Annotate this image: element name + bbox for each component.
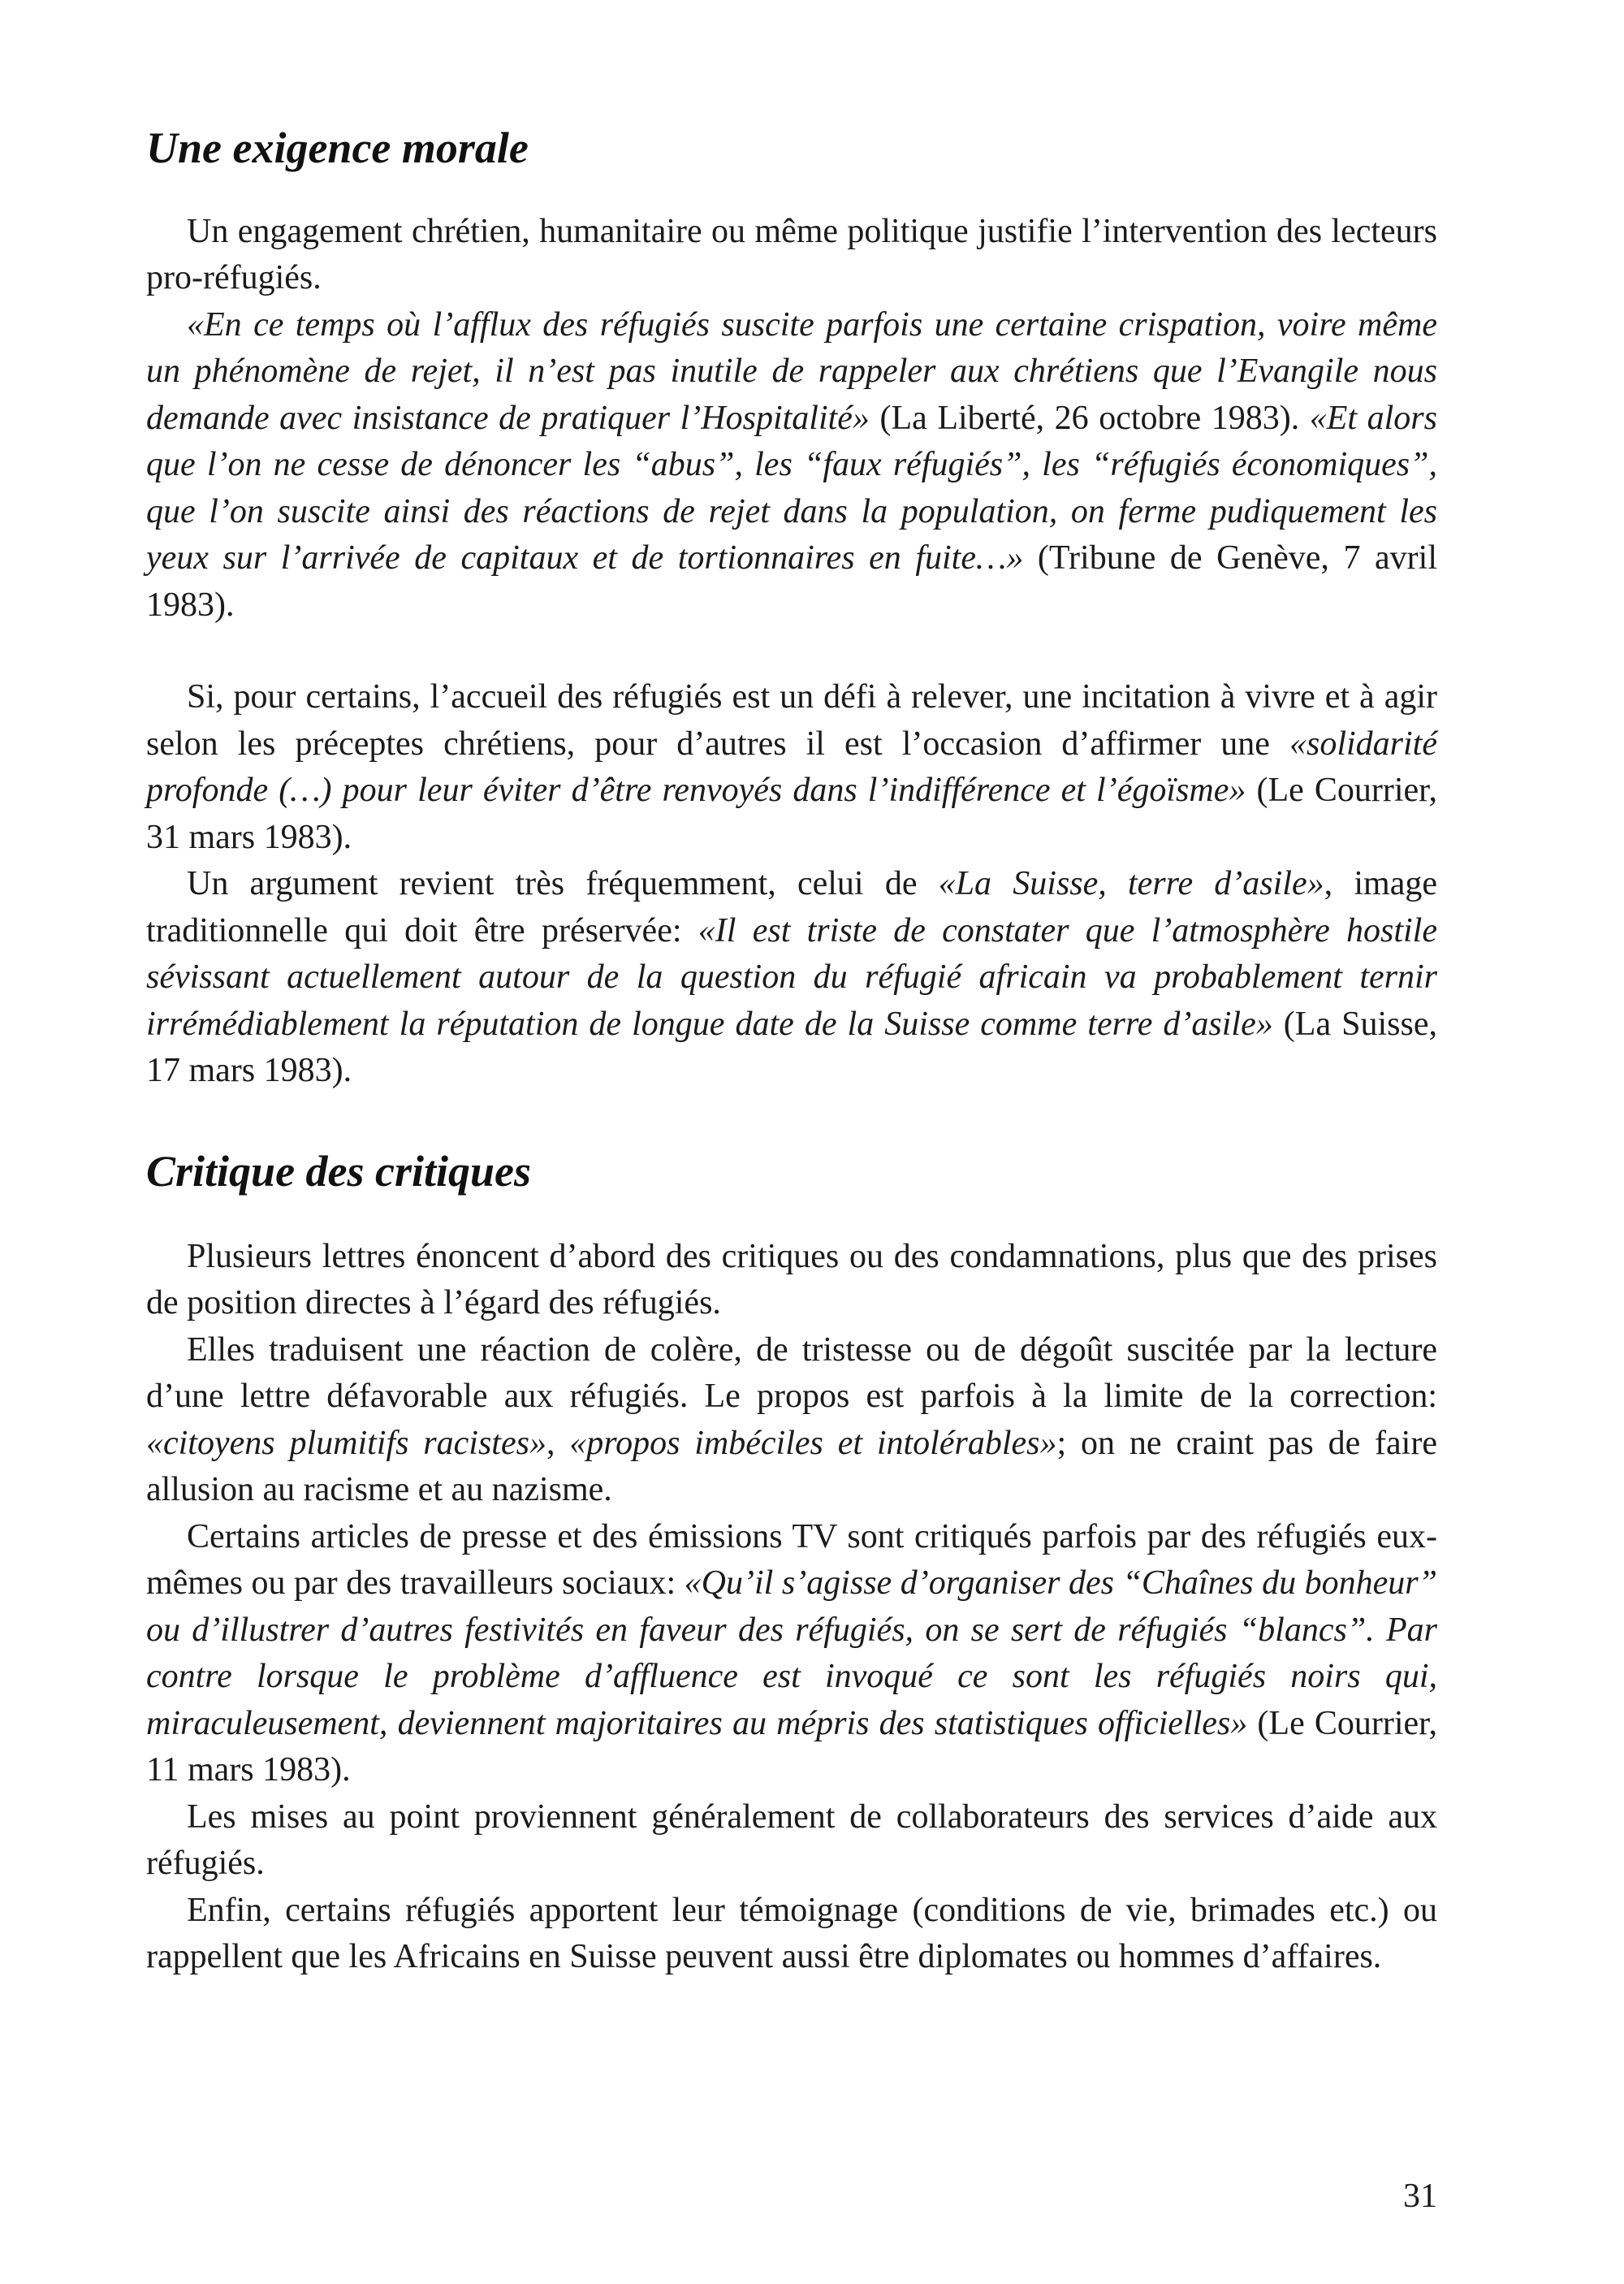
citation: (La Liberté, 26 octobre 1983). <box>869 399 1310 437</box>
paragraph <box>146 1234 1437 1327</box>
paragraph-text: , image traditionnelle qui doit être préservée: <box>146 865 1437 950</box>
paragraph-gap <box>146 629 1437 674</box>
paragraph <box>146 1327 1437 1514</box>
citation: (Tribune de Genève, 7 avril 1983). <box>146 539 1437 624</box>
paragraph-text: Plusieurs lettres énoncent d’abord des critiques ou des condamnations, plus que des prises de position directes à l’égard des réfugiés. <box>146 1237 1437 1322</box>
paragraph-text: , <box>546 1424 570 1462</box>
paragraph-text: Certains articles de presse et des émissions TV sont critiqués parfois par des réfugiés eux-mêmes ou par des travailleurs sociaux: <box>146 1517 1437 1603</box>
paragraph <box>146 674 1437 861</box>
paragraph <box>146 302 1437 629</box>
paragraph-text: Elles traduisent une réaction de colère, de tristesse ou de dégoût suscitée par la lecture d’une lettre défavorable aux réfugiés. Le propos est parfois à la limite de la correction: <box>146 1330 1437 1416</box>
page-body <box>146 122 1437 1981</box>
quote: «Qu’il s’agisse d’organiser des “Chaînes du bonheur” ou d’illustrer d’autres festivités en faveur des réfugiés, on se sert de réfugiés “blancs”. Par contre lorsque le problème d’affluence est invoqué ce sont les réfugiés noirs qui, miraculeusement, deviennent majoritaires au mépris des statistiques officielles» <box>146 1564 1437 1742</box>
quote: «Il est triste de constater que l’atmosphère hostile sévissant actuellement autour de la question du réfugié africain va probablement ternir irrémédiablement la réputation de longue date de la Suisse comme terre d’asile» <box>146 911 1437 1043</box>
paragraph-text: ; on ne craint pas de faire allusion au racisme et au nazisme. <box>146 1424 1437 1509</box>
citation: (Le Courrier, 11 mars 1983). <box>146 1704 1437 1789</box>
paragraph <box>146 1888 1437 1981</box>
paragraph-text: Un engagement chrétien, humanitaire ou même politique justifie l’intervention des lecteurs pro-réfugiés. <box>146 212 1437 297</box>
quote: «propos imbéciles et intolérables» <box>569 1424 1057 1462</box>
citation: (La Suisse, 17 mars 1983). <box>146 1005 1437 1090</box>
paragraph <box>146 209 1437 302</box>
citation: (Le Courrier, 31 mars 1983). <box>146 772 1437 856</box>
paragraph-text: Les mises au point proviennent généralement de collaborateurs des services d’aide aux réfugiés. <box>146 1797 1437 1883</box>
section-heading-critique-des-critiques: Critique des critiques <box>146 1146 532 1196</box>
quote: «Et alors que l’on ne cesse de dénoncer les “abus”, les “faux réfugiés”, les “réfugiés économiques”, que l’on suscite ainsi des réactions de rejet dans la population, on ferme pudiquement les yeux sur l’arrivée de capitaux et de tortionnaires en fuite…» <box>146 399 1437 577</box>
quote: «citoyens plumitifs racistes» <box>146 1424 546 1462</box>
paragraph-text: Enfin, certains réfugiés apportent leur témoignage (conditions de vie, brimades etc.) ou rappellent que les Africains en Suisse peuvent aussi être diplomates ou hommes d’affaires. <box>146 1891 1437 1976</box>
quote: «La Suisse, terre d’asile» <box>938 865 1324 903</box>
page-number: 31 <box>1403 2178 1437 2215</box>
paragraph <box>146 1514 1437 1794</box>
paragraph <box>146 1794 1437 1888</box>
quote: «En ce temps où l’afflux des réfugiés suscite parfois une certaine crispation, voire même un phénomène de rejet, il n’est pas inutile de rappeler aux chrétiens que l’Evangile nous demande avec insistance de pratiquer l’Hospitalité» <box>146 305 1437 437</box>
section-heading-une-exigence-morale: Une exigence morale <box>146 123 529 172</box>
quote: «solidarité profonde (…) pour leur éviter d’être renvoyés dans l’indifférence et l’égoïsme» <box>146 725 1437 810</box>
paragraph <box>146 861 1437 1095</box>
paragraph-text: Un argument revient très fréquemment, celui de <box>187 865 939 903</box>
paragraph-text: Si, pour certains, l’accueil des réfugiés est un défi à relever, une incitation à vivre et à agir selon les préceptes chrétiens, pour d’autres il est l’occasion d’affirmer une <box>146 678 1437 763</box>
